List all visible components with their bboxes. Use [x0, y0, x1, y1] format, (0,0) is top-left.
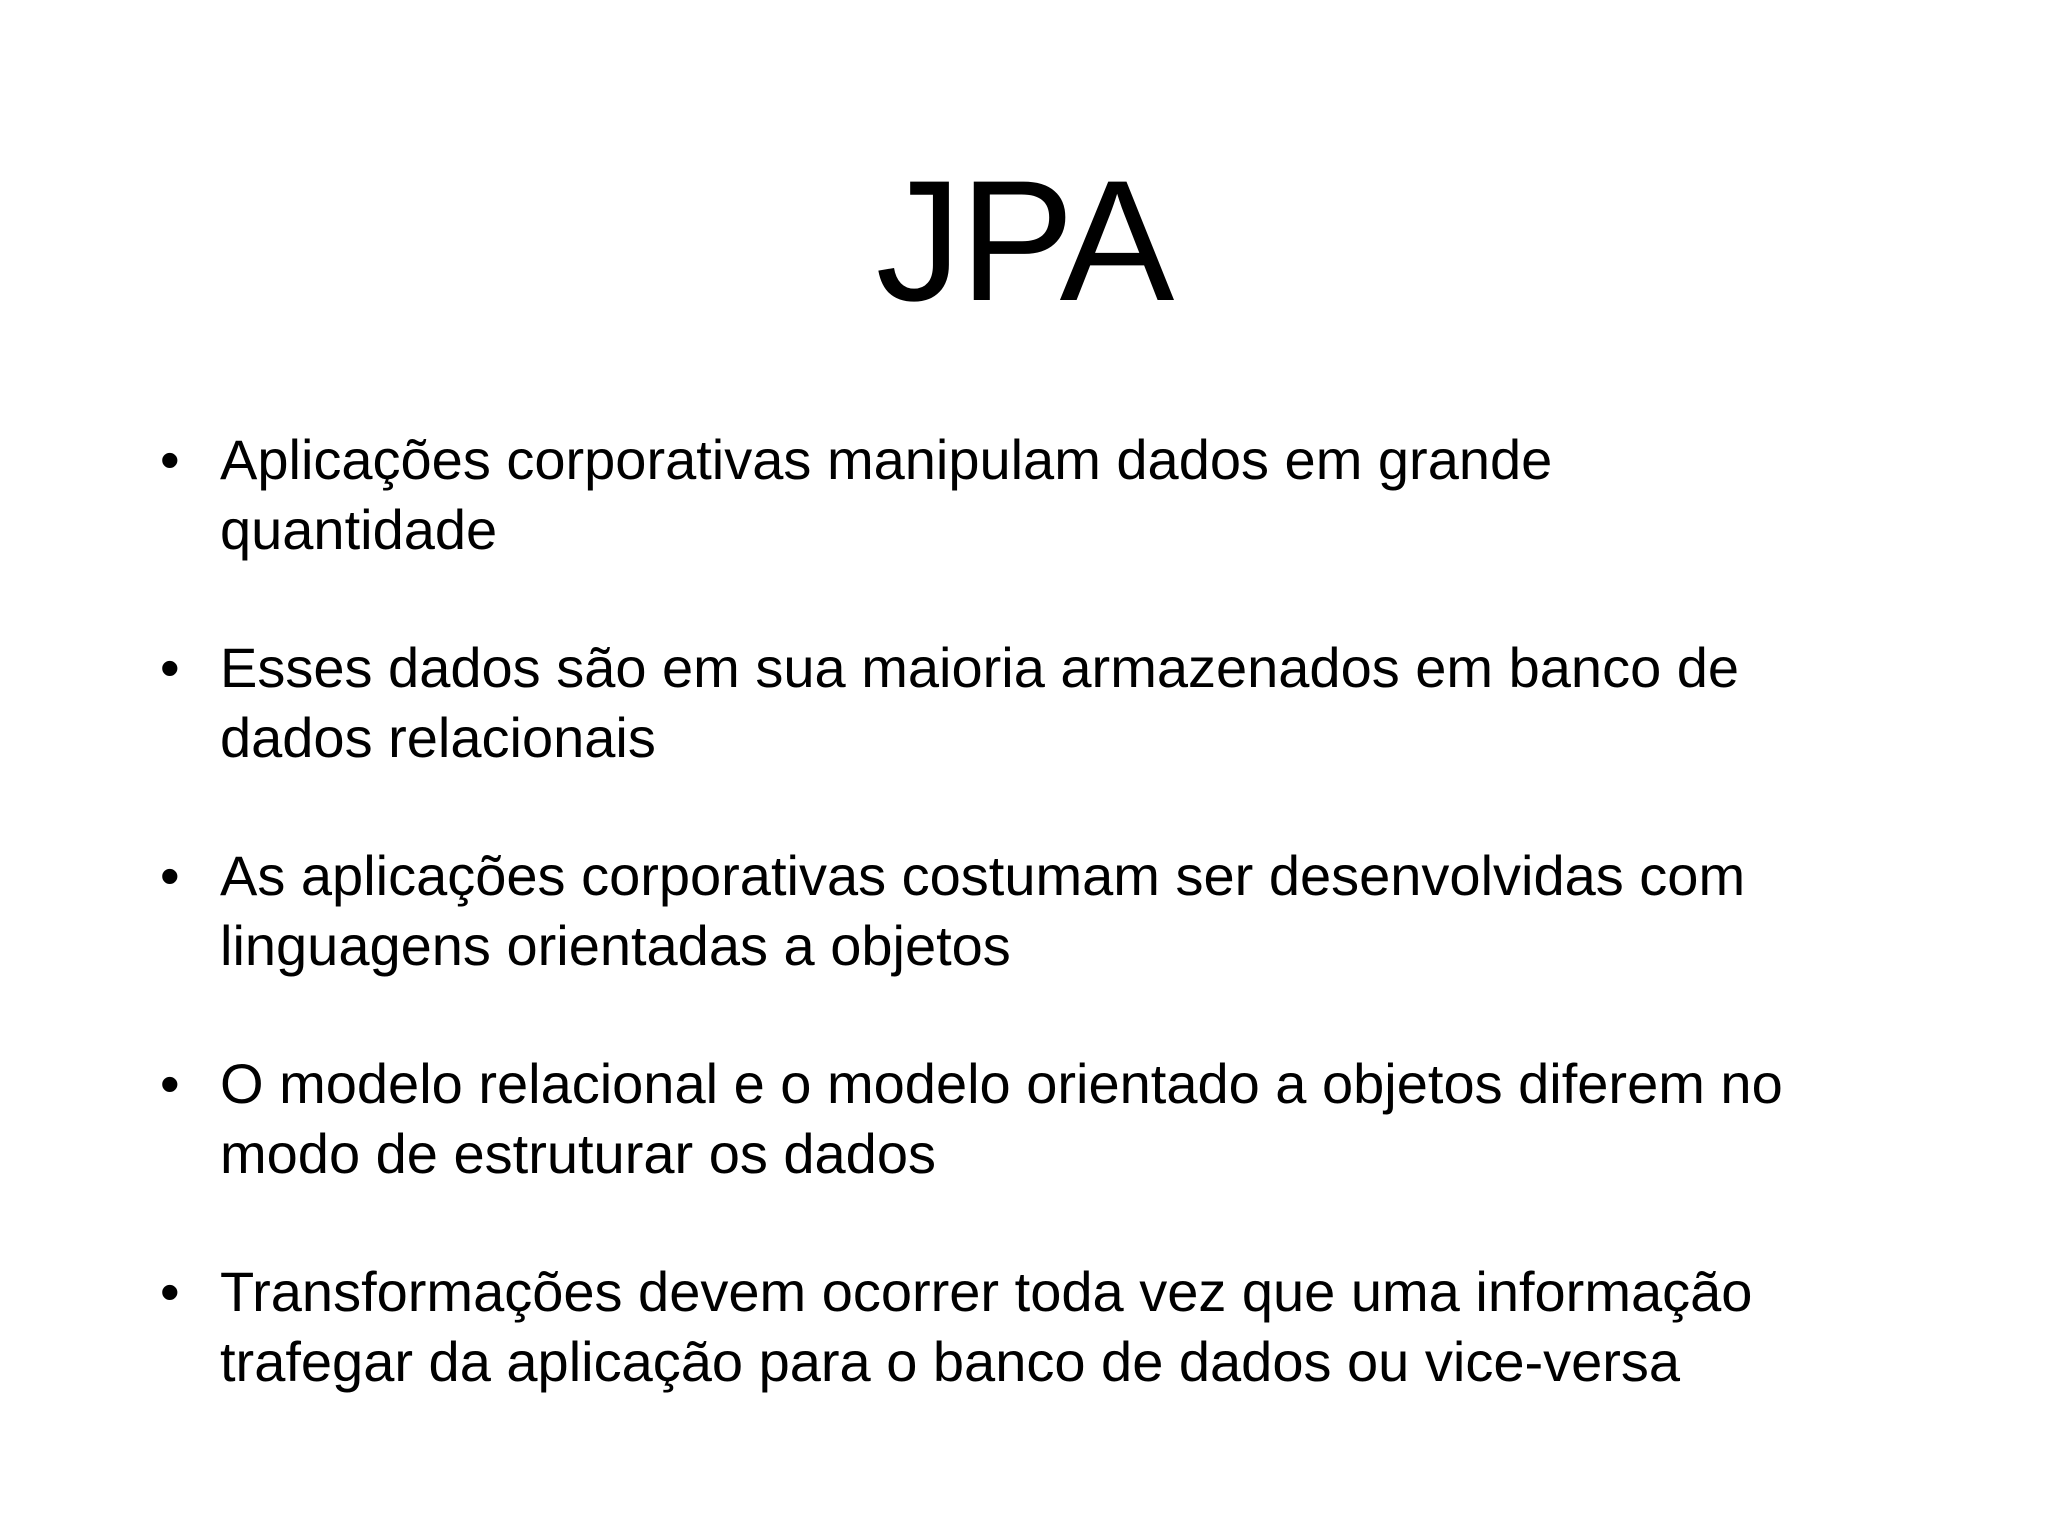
bullet-dot-icon: •	[160, 1052, 180, 1115]
bullet-item	[160, 1049, 1920, 1189]
bullet-text-line-2: quantidade	[220, 498, 498, 561]
bullet-dot-icon: •	[160, 844, 180, 907]
bullet-list	[160, 425, 1920, 1465]
bullet-text-line-1: Aplicações corporativas manipulam dados em grande	[220, 428, 1553, 491]
bullet-text-line-1: Esses dados são em sua maioria armazenados em banco de	[220, 636, 1740, 699]
bullet-item	[160, 1257, 1920, 1397]
bullet-text-line-2: trafegar da aplicação para o banco de dados ou vice-versa	[220, 1330, 1681, 1393]
bullet-dot-icon: •	[160, 1260, 180, 1323]
slide-title: JPA	[875, 145, 1173, 337]
bullet-text-line-2: linguagens orientadas a objetos	[220, 914, 1011, 977]
bullet-text-line-1: O modelo relacional e o modelo orientado a objetos diferem no	[220, 1052, 1783, 1115]
bullet-item	[160, 633, 1920, 773]
bullet-dot-icon: •	[160, 636, 180, 699]
bullet-dot-icon: •	[160, 428, 180, 491]
bullet-text-line-2: dados relacionais	[220, 706, 656, 769]
bullet-item	[160, 841, 1920, 981]
bullet-text-line-1: As aplicações corporativas costumam ser desenvolvidas com	[220, 844, 1746, 907]
bullet-item	[160, 425, 1920, 565]
bullet-text-line-1: Transformações devem ocorrer toda vez que uma informação	[220, 1260, 1753, 1323]
bullet-text-line-2: modo de estruturar os dados	[220, 1122, 936, 1185]
